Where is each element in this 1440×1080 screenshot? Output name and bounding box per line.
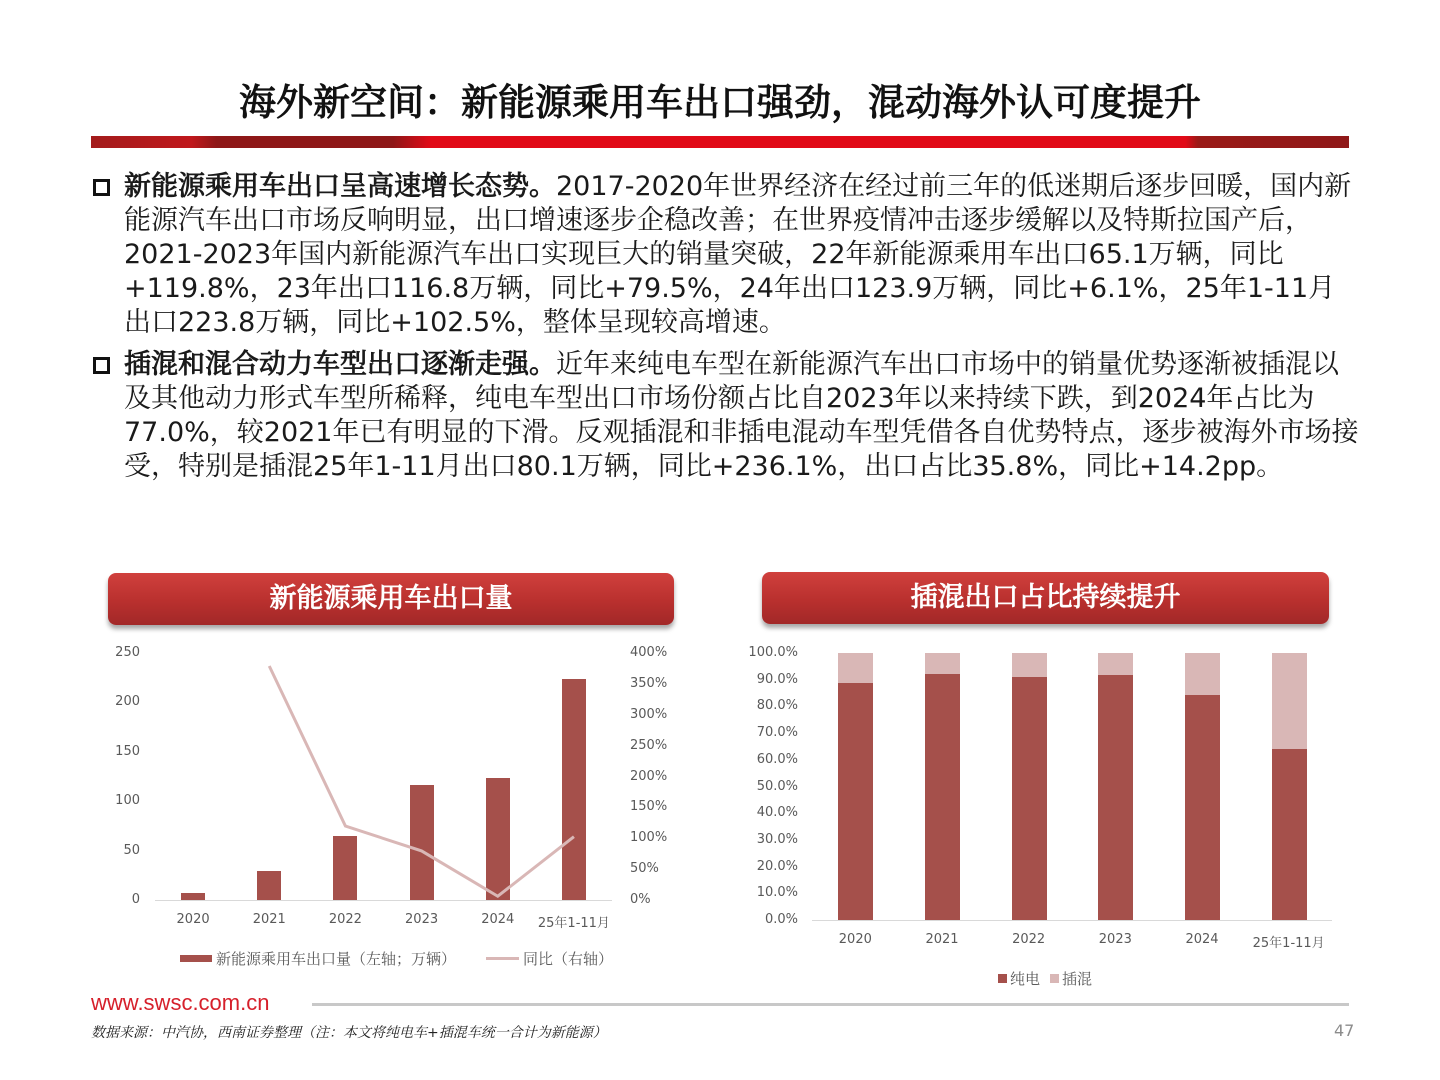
phev-share-bar (1012, 653, 1047, 677)
bullet-text: 近年来纯电车型在新能源汽车出口市场中的销量优势逐渐被插混以及其他动力形式车型所稀释，纯电车型出口市场份额占比自2023年以来持续下跌，到2024年占比为77.0%，较2021年已有明显的下滑。反观插混和非插电混动车型凭借各自优势特点，逐步被海外市场接受，特别是插混25年1-11月出口80.1万辆，同比+236.1%，出口占比35.8%，同比+14.2pp。 (124, 349, 1359, 482)
right-y-tick: 0% (630, 892, 651, 907)
export-volume-bar (486, 778, 510, 900)
y-tick: 70.0% (756, 725, 798, 741)
bev-share-bar (1272, 749, 1307, 920)
phev-share-bar (1098, 653, 1133, 675)
bullet-lead: 插混和混合动力车型出口逐渐走强。 (124, 349, 556, 380)
x-tick: 2024 (1185, 932, 1219, 947)
right-y-tick: 150% (630, 799, 668, 815)
left-chart-legend (180, 948, 613, 969)
legend-line-swatch (486, 957, 519, 960)
x-tick: 2022 (328, 912, 362, 927)
left-y-tick: 150 (115, 743, 140, 759)
right-chart-header: 插混出口占比持续提升 (762, 572, 1329, 624)
bullet-list (90, 170, 1360, 492)
left-x-axis-line (155, 900, 612, 901)
bullet-lead: 新能源乘用车出口呈高速增长态势。 (124, 171, 556, 202)
legend-phev-swatch (1050, 974, 1059, 983)
phev-share-bar (1185, 653, 1220, 695)
legend-line-label: 同比（右轴） (523, 950, 614, 968)
right-x-axis-line (812, 920, 1332, 921)
right-y-tick: 200% (630, 768, 668, 784)
x-tick: 2020 (176, 912, 210, 927)
legend-bar-swatch (180, 955, 212, 962)
title-divider-bar (91, 136, 1349, 148)
export-volume-bar (333, 836, 357, 900)
legend-bev-swatch (998, 974, 1007, 983)
x-tick: 2021 (252, 912, 286, 927)
y-tick: 20.0% (756, 858, 798, 874)
right-y-tick: 350% (630, 675, 668, 691)
page-title: 海外新空间：新能源乘用车出口强劲，混动海外认可度提升 (239, 81, 1201, 124)
y-tick: 0.0% (764, 912, 798, 927)
x-tick: 2021 (925, 932, 959, 947)
x-tick: 2020 (838, 932, 872, 947)
legend-bev-label: 纯电 (1010, 970, 1041, 988)
y-tick: 10.0% (756, 885, 798, 901)
bev-share-bar (925, 674, 960, 920)
legend-phev-label: 插混 (1062, 970, 1093, 988)
square-bullet-icon (93, 179, 110, 196)
y-tick: 40.0% (756, 805, 798, 821)
left-y-tick: 0 (131, 892, 140, 907)
square-bullet-icon (93, 357, 110, 374)
y-tick: 50.0% (756, 778, 798, 794)
left-y-tick: 200 (115, 694, 140, 710)
left-y-tick: 250 (115, 645, 140, 660)
phev-share-bar (1272, 653, 1307, 749)
phev-share-bar (925, 653, 960, 674)
right-y-tick: 250% (630, 737, 668, 753)
footer-website-link[interactable]: www.swsc.com.cn (91, 990, 270, 1015)
x-tick: 2023 (405, 912, 439, 927)
x-tick: 2024 (481, 912, 515, 927)
x-tick: 2023 (1098, 932, 1132, 947)
x-tick: 25年1-11月 (1252, 936, 1325, 951)
page-number: 47 (1334, 1021, 1355, 1040)
left-y-tick: 50 (123, 842, 140, 858)
phev-share-bar (838, 653, 873, 683)
bullet-item (90, 348, 1360, 484)
right-y-tick: 400% (630, 645, 668, 660)
export-volume-bar (181, 893, 205, 900)
export-volume-bar (410, 785, 434, 900)
right-y-tick: 100% (630, 830, 668, 846)
right-y-tick: 300% (630, 706, 668, 722)
right-chart-legend (998, 968, 1092, 989)
x-tick: 25年1-11月 (537, 916, 610, 931)
footer-divider (312, 1003, 1349, 1006)
bullet-item (90, 170, 1360, 340)
y-tick: 90.0% (756, 671, 798, 687)
bev-share-bar (1012, 677, 1047, 920)
export-volume-bar (562, 679, 586, 900)
legend-bar-label: 新能源乘用车出口量（左轴；万辆） (216, 950, 457, 968)
bullet-text: 2017-2020年世界经济在经过前三年的低迷期后逐步回暖，国内新能源汽车出口市场反响明显，出口增速逐步企稳改善；在世界疫情冲击逐步缓解以及特斯拉国产后，2021-2023年国内新能源汽车出口实现巨大的销量突破，22年新能源乘用车出口65.1万辆，同比+119.8%，23年出口116.8万辆，同比+79.5%，24年出口123.9万辆，同比+6.1%，25年1-11月出口223.8万辆，同比+102.5%，整体呈现较高增速。 (124, 171, 1352, 338)
y-tick: 100.0% (748, 645, 798, 660)
bev-share-bar (1098, 675, 1133, 920)
y-tick: 60.0% (756, 751, 798, 767)
y-tick: 30.0% (756, 831, 798, 847)
right-y-tick: 50% (630, 861, 659, 877)
bev-share-bar (838, 683, 873, 920)
y-tick: 80.0% (756, 698, 798, 714)
x-tick: 2022 (1012, 932, 1046, 947)
bev-share-bar (1185, 695, 1220, 920)
left-chart-header: 新能源乘用车出口量 (108, 573, 674, 625)
left-y-tick: 100 (115, 793, 140, 809)
export-volume-bar (257, 871, 281, 900)
data-source-note: 数据来源：中汽协，西南证券整理（注：本文将纯电车+插混车统一合计为新能源） (91, 1025, 607, 1041)
